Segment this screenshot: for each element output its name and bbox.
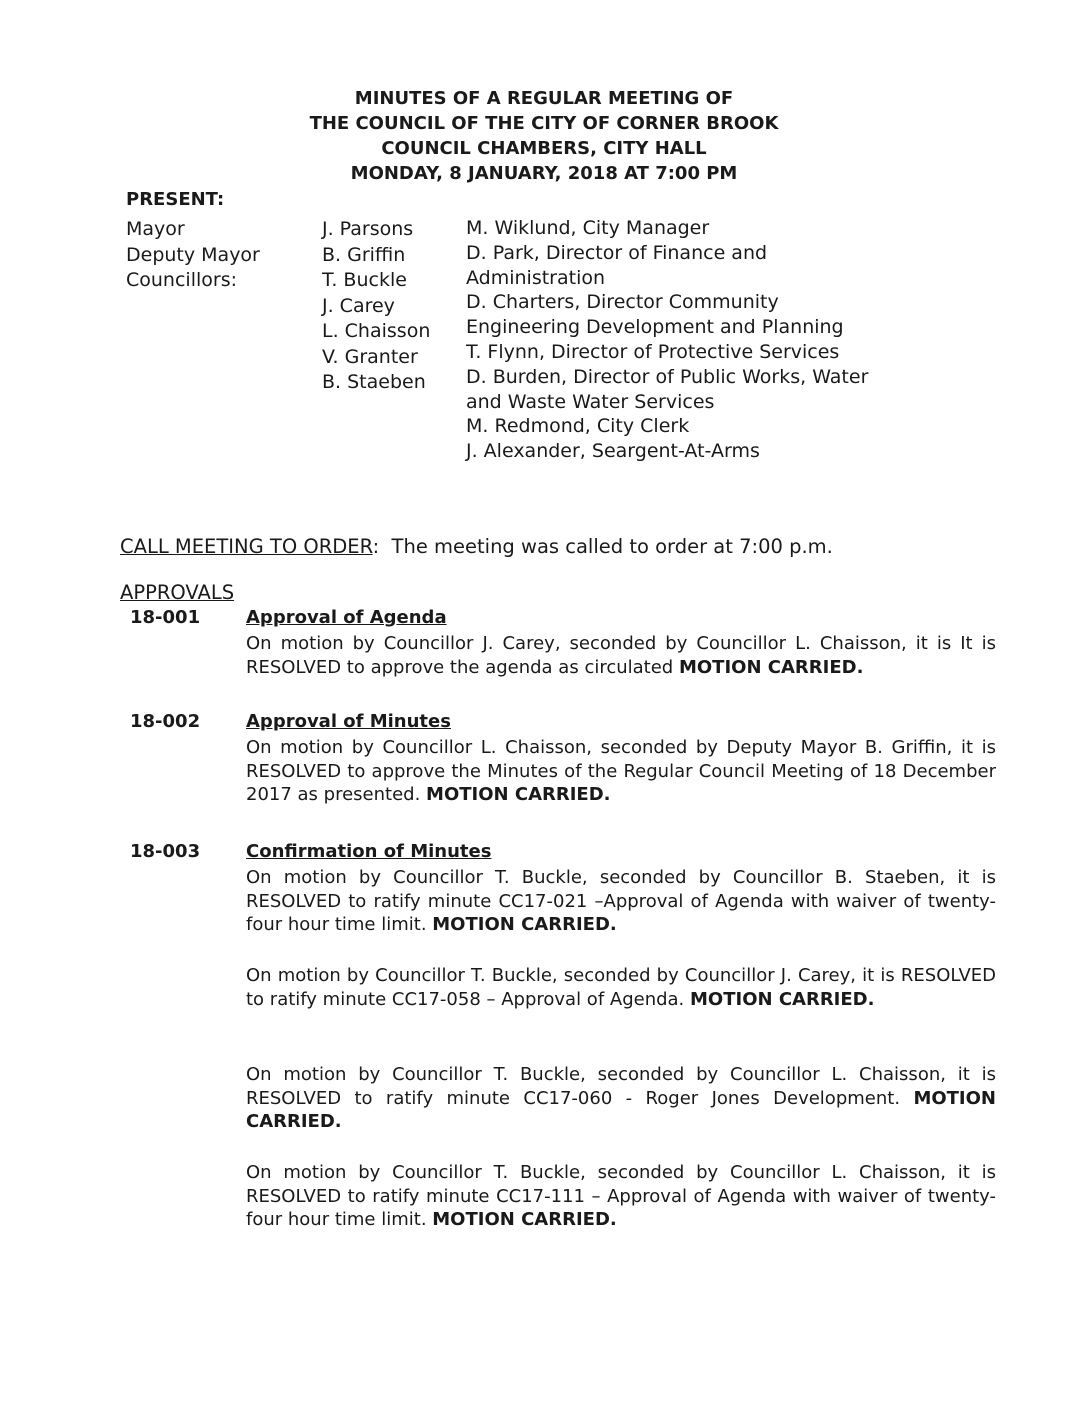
document-title (0, 86, 1088, 186)
motion-text: On motion by Councillor T. Buckle, seconded by Councillor L. Chaisson, it is RESOLVED to ratify minute CC17-060 - Roger Jones Development. (246, 1064, 996, 1109)
call-to-order-text: The meeting was called to order at 7:00 p.m. (391, 535, 833, 558)
item-title: Approval of Minutes (246, 711, 451, 732)
staff-line: J. Alexander, Seargent-At-Arms (466, 440, 760, 463)
motion-text: On motion by Councillor J. Carey, seconded by Councillor L. Chaisson, it is It is RESOLVED to approve the agenda as circulated (246, 633, 996, 678)
member-name: B. Griffin (322, 243, 406, 266)
member-name: J. Carey (322, 294, 395, 317)
role: Mayor (126, 218, 185, 240)
title-line: COUNCIL CHAMBERS, CITY HALL (381, 138, 707, 159)
approvals-heading: APPROVALS (120, 581, 235, 604)
motion-result: MOTION CARRIED. (690, 988, 875, 1010)
staff-line: M. Wiklund, City Manager (466, 217, 710, 239)
motion-paragraph (246, 632, 996, 679)
member-name: L. Chaisson (322, 320, 431, 342)
motion-text: On motion by Councillor L. Chaisson, seconded by Deputy Mayor B. Griffin, it is RESOLVED to approve the Minutes of the Regular Council Meeting of 18 December 2017 as presented. (246, 737, 996, 805)
motion-paragraph (246, 736, 996, 807)
item-title: Approval of Agenda (246, 607, 447, 628)
motion-result: MOTION CARRIED. (246, 1087, 996, 1132)
motion-text: On motion by Councillor T. Buckle, seconded by Councillor J. Carey, it is RESOLVED to ratify minute CC17-058 – Approval of Agenda. (246, 965, 996, 1010)
title-line: THE COUNCIL OF THE CITY OF CORNER BROOK (309, 113, 779, 134)
call-to-order-colon: : (372, 535, 380, 558)
title-line: MINUTES OF A REGULAR MEETING OF (354, 88, 734, 109)
motion-result: MOTION CARRIED. (426, 784, 611, 805)
staff-line: T. Flynn, Director of Protective Services (466, 340, 840, 363)
role: Councillors: (126, 269, 237, 291)
title-line: MONDAY, 8 JANUARY, 2018 AT 7:00 PM (350, 163, 738, 184)
staff-line: D. Burden, Director of Public Works, Water (466, 365, 869, 388)
motion-paragraph (246, 1161, 996, 1232)
motion-result: MOTION CARRIED. (432, 914, 617, 935)
present-names (322, 217, 430, 396)
motion-text: On motion by Councillor T. Buckle, seconded by Councillor B. Staeben, it is RESOLVED to ratify minute CC17-021 –Approval of Agenda with waiver of twenty-four hour time limit. (246, 867, 996, 935)
staff-line: M. Redmond, City Clerk (466, 415, 690, 438)
member-name: J. Parsons (322, 218, 414, 240)
staff-line: and Waste Water Services (466, 390, 715, 413)
member-name: B. Staeben (322, 371, 426, 393)
staff-line: Administration (466, 266, 606, 289)
role: Deputy Mayor (126, 243, 260, 266)
motion-paragraph (246, 866, 996, 937)
call-to-order (120, 535, 833, 558)
call-to-order-label: CALL MEETING TO ORDER (120, 535, 373, 558)
present-roles (126, 217, 260, 294)
present-staff (466, 216, 868, 464)
motion-paragraph (246, 1063, 996, 1134)
motion-result: MOTION CARRIED. (678, 656, 864, 678)
item-number: 18-001 (130, 607, 201, 628)
item-number: 18-002 (130, 711, 201, 732)
member-name: T. Buckle (322, 269, 407, 291)
item-number: 18-003 (130, 841, 201, 862)
staff-line: D. Park, Director of Finance and (466, 241, 768, 264)
item-title: Confirmation of Minutes (246, 841, 492, 862)
motion-result: MOTION CARRIED. (432, 1209, 617, 1230)
member-name: V. Granter (322, 345, 418, 368)
present-heading: PRESENT: (126, 189, 225, 210)
staff-line: Engineering Development and Planning (466, 316, 844, 339)
motion-paragraph (246, 964, 996, 1011)
staff-line: D. Charters, Director Community (466, 291, 779, 314)
motion-text: On motion by Councillor T. Buckle, seconded by Councillor L. Chaisson, it is RESOLVED to ratify minute CC17-111 – Approval of Agenda with waiver of twenty-four hour time limit. (246, 1162, 996, 1230)
